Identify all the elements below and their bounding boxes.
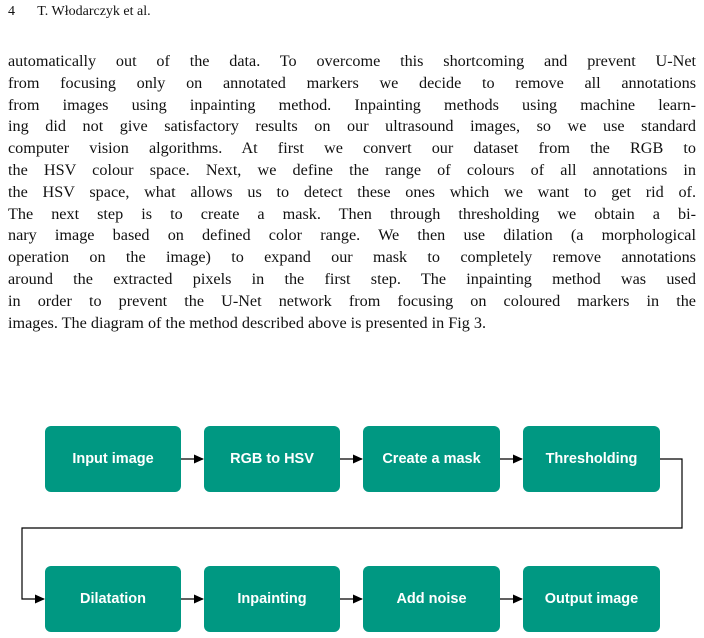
paragraph-line: The next step is to create a mask. Then through thresholding we obtain a bi- xyxy=(8,204,696,223)
paragraph-line: nary image based on defined color range. We then use dilation (a morphological xyxy=(8,226,696,245)
step-dilatation: Dilatation xyxy=(45,566,181,632)
paragraph-line: from focusing only on annotated markers we decide to remove all annotations xyxy=(8,73,696,92)
paragraph-line: computer vision algorithms. At first we convert our dataset from the RGB to xyxy=(8,139,696,158)
paragraph-line: in order to prevent the U-Net network from focusing on coloured markers in the xyxy=(8,291,696,310)
step-output-image: Output image xyxy=(523,566,660,632)
paragraph-line: from images using inpainting method. Inpainting methods using machine learn- xyxy=(8,95,696,114)
paragraph-line: images. The diagram of the method described above is presented in Fig 3. xyxy=(8,313,487,332)
running-authors: T. Włodarczyk et al. xyxy=(37,4,151,19)
step-rgb-to-hsv: RGB to HSV xyxy=(204,426,340,492)
step-input-image: Input image xyxy=(45,426,181,492)
step-inpainting: Inpainting xyxy=(204,566,340,632)
step-thresholding: Thresholding xyxy=(523,426,660,492)
step-add-noise: Add noise xyxy=(363,566,500,632)
paragraph-line: operation on the image) to expand our mask to completely remove annotations xyxy=(8,248,696,267)
body-paragraph xyxy=(8,51,696,334)
paragraph-line: automatically out of the data. To overcome this shortcoming and prevent U-Net xyxy=(8,52,696,70)
paragraph-line: ing did not give satisfactory results on our ultrasound images, so we use standard xyxy=(8,117,696,136)
page-number: 4 xyxy=(8,4,15,19)
paragraph-line: the HSV colour space. Next, we define the range of colours of all annotations in xyxy=(8,160,696,179)
step-create-mask: Create a mask xyxy=(363,426,500,492)
page-header xyxy=(8,3,151,21)
paragraph-line: the HSV space, what allows us to detect these ones which we want to get rid of. xyxy=(8,182,696,201)
paragraph-line: around the extracted pixels in the first step. The inpainting method was used xyxy=(8,269,696,288)
